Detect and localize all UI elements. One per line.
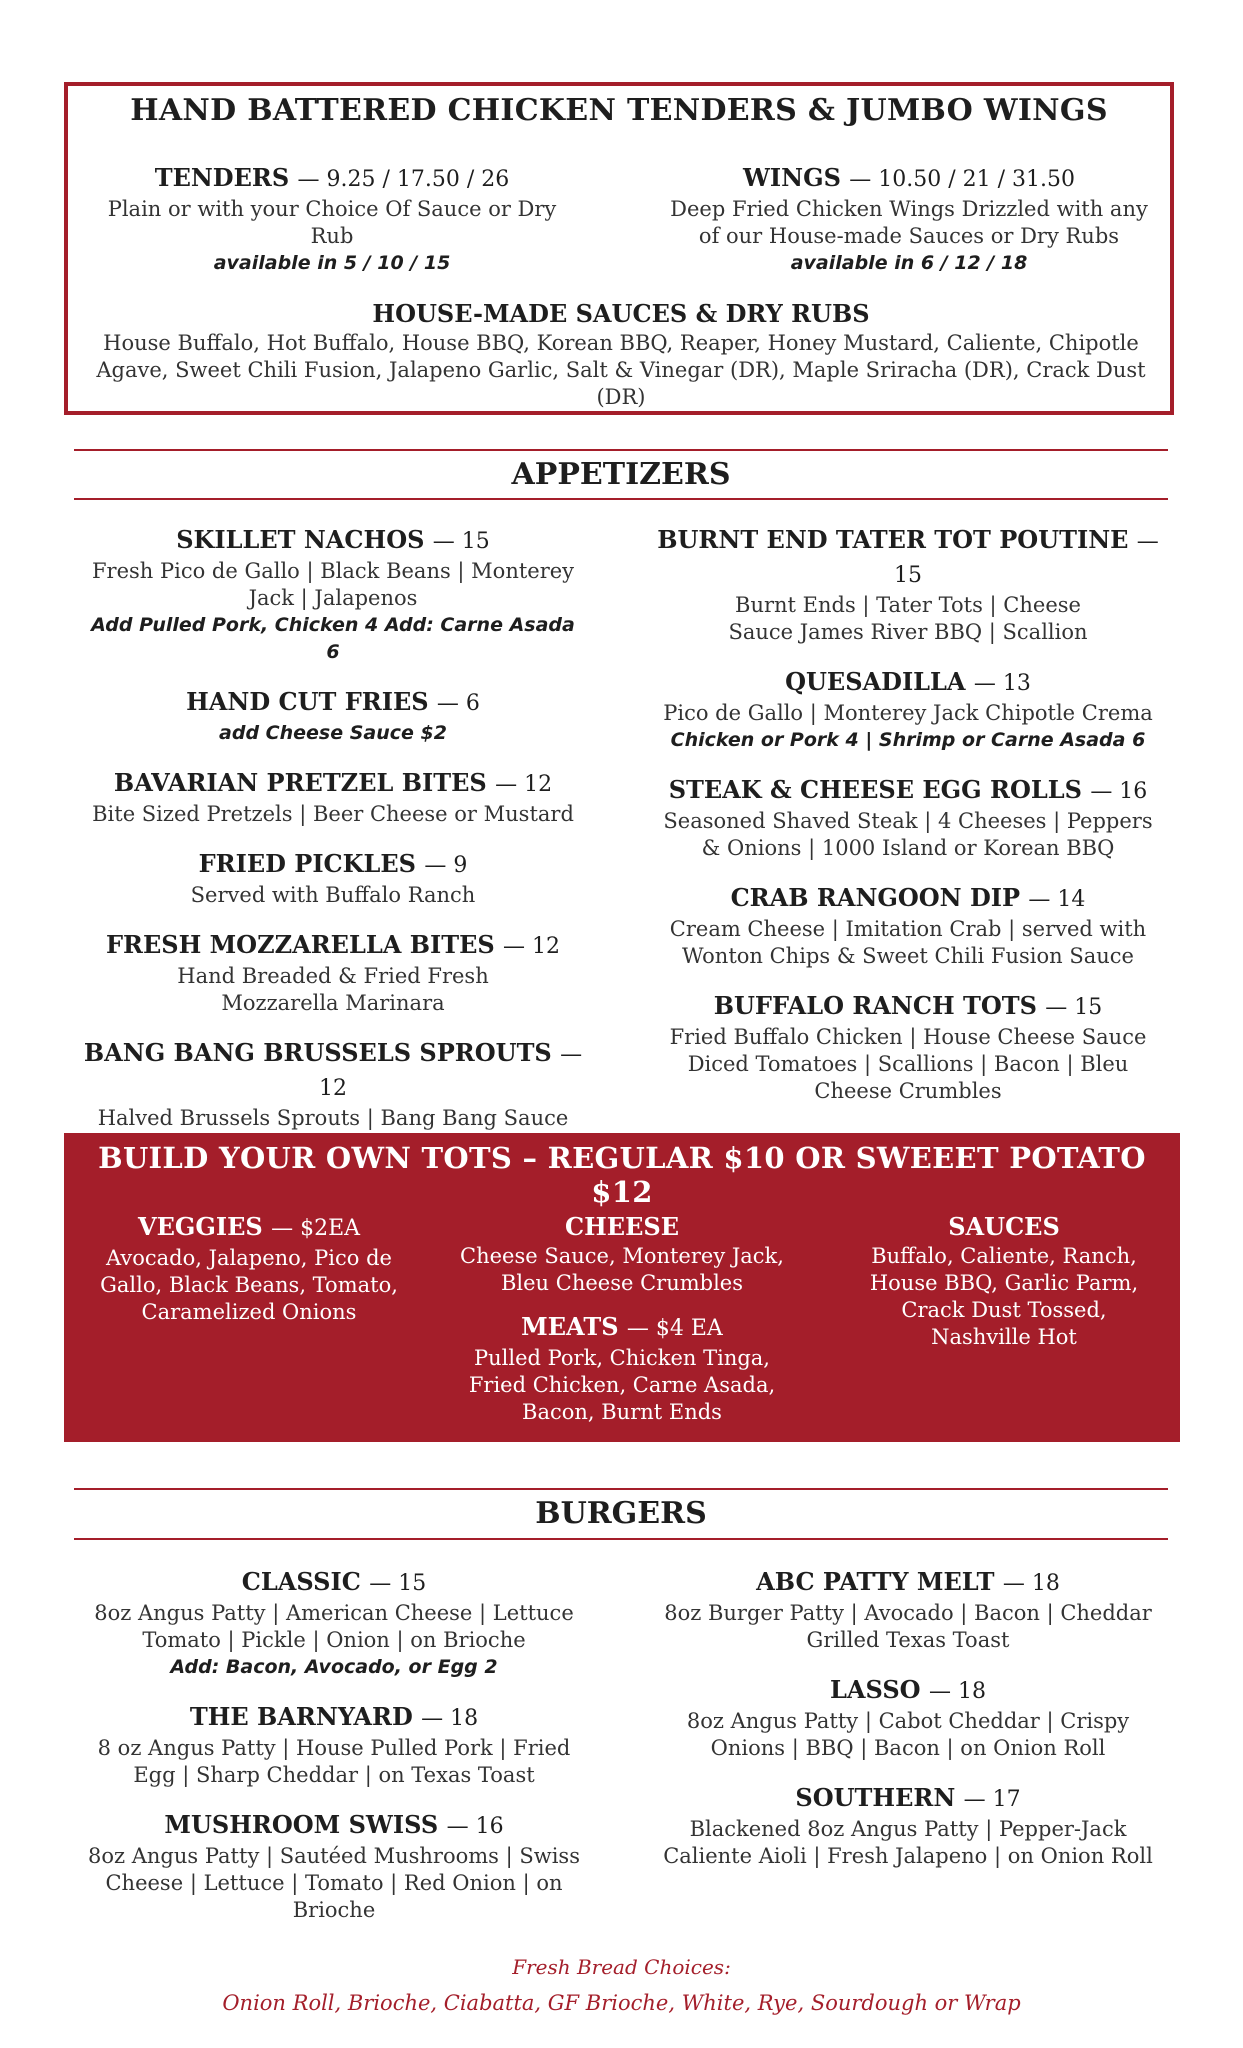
chicken-section-title: HAND BATTERED CHICKEN TENDERS & JUMBO WINGS — [130, 93, 1108, 128]
veggies-name: VEGGIES — [137, 1212, 263, 1241]
item-price: — 18 — [928, 1679, 986, 1704]
menu-item — [78, 1701, 590, 1789]
item-price: — 15 — [369, 1571, 427, 1596]
burgers-right-column — [648, 1566, 1168, 1890]
tenders-description: Plain or with your Choice Of Sauce or Dry Rub — [107, 197, 557, 248]
wings-note: available in 6 / 12 / 18 — [790, 252, 1028, 274]
menu-item — [82, 929, 584, 1017]
menu-item — [82, 524, 584, 666]
build-your-own-tots-section — [64, 1133, 1180, 1442]
sauces-name: SAUCES — [948, 1212, 1060, 1241]
item-price: — 16 — [446, 1814, 504, 1839]
divider — [74, 498, 1168, 500]
menu-item — [82, 1037, 584, 1132]
item-name: FRESH MOZZARELLA BITES — [105, 930, 495, 959]
wings-price: — 10.50 / 21 / 31.50 — [849, 167, 1076, 192]
menu-item — [78, 1809, 590, 1924]
menu-item — [82, 767, 584, 828]
tots-veggies — [84, 1211, 414, 1326]
item-price: — 15 — [1045, 995, 1103, 1020]
meats-price: — $4 EA — [626, 1316, 723, 1341]
item-name: CRAB RANGOON DIP — [730, 883, 1021, 912]
item-name: STEAK & CHEESE EGG ROLLS — [668, 775, 1082, 804]
tots-sauces — [859, 1211, 1149, 1351]
item-price: — 12 — [495, 772, 553, 797]
item-price: — 15 — [894, 529, 1159, 588]
item-name: BURNT END TATER TOT POUTINE — [657, 525, 1129, 554]
item-note: Add Pulled Pork, Chicken 4 Add: Carne Asada 6 — [91, 614, 575, 663]
item-description: Served with Buffalo Ranch — [190, 883, 476, 907]
appetizers-right-column — [648, 524, 1168, 1125]
menu-item — [648, 524, 1168, 646]
item-name: THE BARNYARD — [189, 1702, 413, 1731]
menu-item — [82, 848, 584, 909]
divider — [74, 1538, 1168, 1540]
veggies-price: — $2EA — [271, 1216, 361, 1241]
item-description: 8oz Angus Patty | American Cheese | Lettuce Tomato | Pickle | Onion | on Brioche — [94, 1601, 574, 1652]
menu-item — [648, 990, 1168, 1105]
tenders-price: — 9.25 / 17.50 / 26 — [297, 167, 510, 192]
tenders-name: TENDERS — [154, 163, 290, 192]
item-price: — 12 — [503, 934, 561, 959]
item-description: Cream Cheese | Imitation Crab | served with Wonton Chips & Sweet Chili Fusion Sauce — [669, 917, 1147, 968]
item-note: add Cheese Sauce $2 — [219, 722, 447, 744]
item-price: — 17 — [963, 1787, 1021, 1812]
bread-choices-list: Onion Roll, Brioche, Ciabatta, GF Brioche, White, Rye, Sourdough or Wrap — [222, 1991, 1021, 2015]
item-description: 8oz Burger Patty | Avocado | Bacon | Cheddar Grilled Texas Toast — [664, 1601, 1152, 1652]
menu-item — [82, 686, 584, 747]
veggies-description: Avocado, Jalapeno, Pico de Gallo, Black Beans, Tomato, Caramelized Onions — [100, 1246, 398, 1324]
item-name: SOUTHERN — [795, 1783, 956, 1812]
divider — [74, 1488, 1168, 1490]
item-price: — 14 — [1028, 887, 1086, 912]
sauces-list: House Buffalo, Hot Buffalo, House BBQ, Korean BBQ, Reaper, Honey Mustard, Caliente, Chipotle Agave, Sweet Chili Fusion, Jalapeno Garlic, Salt & Vinegar (DR), Maple Sriracha (DR), Crack Dust (DR) — [96, 331, 1146, 409]
item-description: 8 oz Angus Patty | House Pulled Pork | Fried Egg | Sharp Cheddar | on Texas Toast — [97, 1736, 571, 1787]
item-description: Seasoned Shaved Steak | 4 Cheeses | Peppers & Onions | 1000 Island or Korean BBQ — [663, 809, 1153, 860]
item-name: MUSHROOM SWISS — [164, 1810, 439, 1839]
meats-description: Pulled Pork, Chicken Tinga, Fried Chicken, Carne Asada, Bacon, Burnt Ends — [468, 1346, 776, 1424]
sauces-title: HOUSE-MADE SAUCES & DRY RUBS — [372, 299, 870, 328]
item-name: CLASSIC — [241, 1567, 361, 1596]
sauces-description: Buffalo, Caliente, Ranch, House BBQ, Garlic Parm, Crack Dust Tossed, Nashville Hot — [869, 1244, 1139, 1349]
item-description: Fresh Pico de Gallo | Black Beans | Monterey Jack | Jalapenos — [91, 559, 575, 610]
appetizers-title: APPETIZERS — [511, 457, 731, 492]
divider — [74, 449, 1168, 451]
item-price: — 13 — [973, 671, 1031, 696]
meats-name: MEATS — [521, 1312, 619, 1341]
item-name: BUFFALO RANCH TOTS — [713, 991, 1037, 1020]
menu-item — [648, 1782, 1168, 1870]
item-description: Burnt Ends | Tater Tots | Cheese Sauce James River BBQ | Scallion — [728, 593, 1088, 644]
tenders-note: available in 5 / 10 / 15 — [213, 252, 451, 274]
item-description: Bite Sized Pretzels | Beer Cheese or Mustard — [92, 802, 574, 826]
item-name: BANG BANG BRUSSELS SPROUTS — [83, 1038, 552, 1067]
tots-title: BUILD YOUR OWN TOTS – REGULAR $10 OR SWEEET POTATO $12 — [98, 1141, 1146, 1209]
wings-name: WINGS — [742, 163, 841, 192]
menu-item — [648, 882, 1168, 970]
burgers-left-column — [78, 1566, 590, 1944]
item-price: — 18 — [421, 1706, 479, 1731]
item-price: — 16 — [1090, 779, 1148, 804]
item-name: FRIED PICKLES — [198, 849, 417, 878]
tenders-item — [92, 162, 572, 277]
item-price: — 6 — [436, 691, 480, 716]
item-description: Halved Brussels Sprouts | Bang Bang Sauce — [97, 1106, 569, 1130]
menu-item — [78, 1566, 590, 1681]
item-note: Add: Bacon, Avocado, or Egg 2 — [170, 1656, 498, 1678]
item-note: Chicken or Pork 4 | Shrimp or Carne Asada 6 — [670, 729, 1146, 751]
item-description: Blackened 8oz Angus Patty | Pepper-Jack Caliente Aioli | Fresh Jalapeno | on Onion Roll — [663, 1817, 1153, 1868]
burgers-title: BURGERS — [535, 1496, 707, 1531]
item-description: Pico de Gallo | Monterey Jack Chipotle Crema — [663, 701, 1153, 725]
wings-description: Deep Fried Chicken Wings Drizzled with any of our House-made Sauces or Dry Rubs — [670, 197, 1148, 248]
item-name: SKILLET NACHOS — [176, 525, 425, 554]
cheese-description: Cheese Sauce, Monterey Jack, Bleu Cheese Crumbles — [460, 1244, 784, 1295]
menu-item — [648, 666, 1168, 754]
item-name: BAVARIAN PRETZEL BITES — [113, 768, 487, 797]
sauces-block — [90, 298, 1152, 411]
item-description: 8oz Angus Patty | Cabot Cheddar | Crispy Onions | BBQ | Bacon | on Onion Roll — [686, 1709, 1130, 1760]
item-price: — 18 — [1002, 1571, 1060, 1596]
wings-item — [654, 162, 1164, 277]
item-description: Hand Breaded & Fried Fresh Mozzarella Marinara — [177, 964, 489, 1015]
item-name: ABC PATTY MELT — [756, 1567, 995, 1596]
item-description: 8oz Angus Patty | Sautéed Mushrooms | Swiss Cheese | Lettuce | Tomato | Red Onion | on Brioche — [88, 1844, 580, 1922]
cheese-name: CHEESE — [565, 1212, 679, 1241]
item-price: — 9 — [424, 853, 468, 878]
item-price: — 12 — [319, 1042, 583, 1101]
tots-cheese — [459, 1211, 785, 1426]
menu-item — [648, 1674, 1168, 1762]
menu-item — [648, 774, 1168, 862]
item-name: QUESADILLA — [785, 667, 966, 696]
item-description: Fried Buffalo Chicken | House Cheese Sauce Diced Tomatoes | Scallions | Bacon | Bleu Cheese Crumbles — [669, 1025, 1147, 1103]
item-name: LASSO — [830, 1675, 921, 1704]
menu-item — [648, 1566, 1168, 1654]
item-price: — 15 — [432, 529, 490, 554]
bread-choices-label: Fresh Bread Choices: — [512, 1955, 731, 1979]
appetizers-left-column — [82, 524, 584, 1152]
item-name: HAND CUT FRIES — [186, 687, 429, 716]
